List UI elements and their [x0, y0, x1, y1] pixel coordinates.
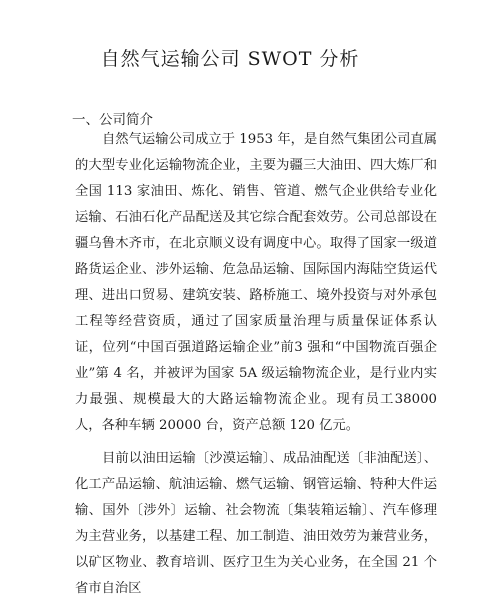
paragraph-company-intro: 自然气运输公司成立于 1953 年，是自然气集团公司直属的大型专业化运输物流企业，主要为疆三大油田、四大炼厂和全国 113 家油田、炼化、销售、管道、燃气企业供给专业化运输、石油石化产品配送及其它综合配套效劳。公司总部设在疆乌鲁木齐市，在北京顺义设有调度中心。取得了国家一级道路货运企业、涉外运输、危急品运输、国际国内海陆空货运代理、进出口贸易、建筑安装、路桥施工、境外投资与对外承包工程等经营资质，通过了国家质量治理与质量保证体系认 证，位列“中国百强道路运输企业”前3 强和“中国物流百强企业”第 4 名，并被评为国家 5A 级运输物流企业，是行业内实力最强、规模最大的大路运输物流企业。现有员工38000 人，各种车辆 20000 台，资产总额 120 亿元。 — [75, 132, 437, 433]
section-heading: 一、公司简介 — [72, 112, 153, 128]
paragraph-business-scope: 目前以油田运输〔沙漠运输〕、成品油配送〔非油配送〕、化工产品运输、航油运输、燃气运输、钢管运输、特种大件运输、国外〔涉外〕运输、社会物流〔集装箱运输〕、汽车修理为主营业务，以基建工程、加工制造、油田效劳为兼营业务，以矿区物业、教育培训、医疗卫生为关心业务，在全国 21 个省市自治区 — [75, 451, 437, 596]
document-title: 自然气运输公司 SWOT 分析 — [100, 48, 360, 70]
